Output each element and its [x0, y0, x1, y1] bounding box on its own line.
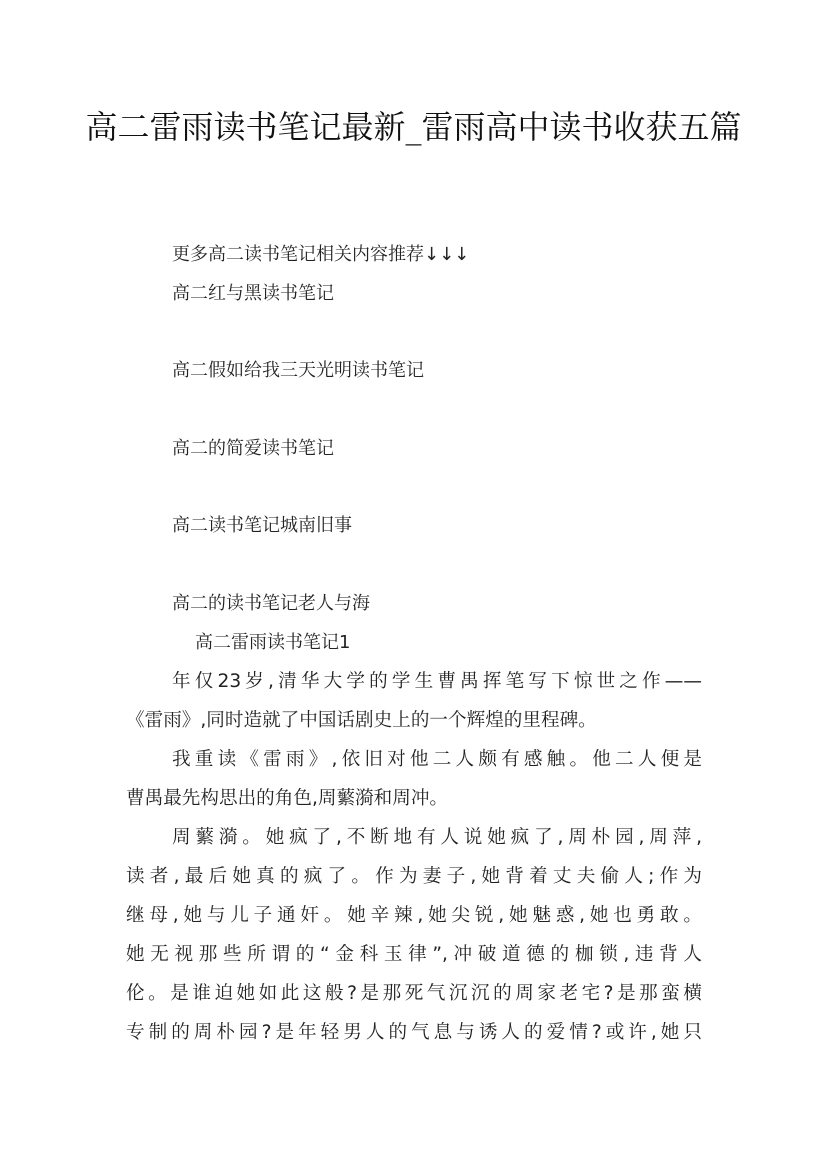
body-line-6: 读者,最后她真的疯了。作为妻子,她背着丈夫偷人;作为 [126, 866, 702, 887]
recommendation-intro: 更多高二读书笔记相关内容推荐↓↓↓ [172, 244, 470, 265]
document-title: 高二雷雨读书笔记最新_雷雨高中读书收获五篇 [85, 108, 742, 146]
body-line-2: 《雷雨》,同时造就了中国话剧史上的一个辉煌的里程碑。 [126, 710, 597, 731]
body-line-10: 专制的周朴园?是年轻男人的气息与诱人的爱情?或许,她只 [126, 1022, 702, 1043]
body-line-8: 她无视那些所谓的“金科玉律”,冲破道德的枷锁,违背人 [126, 944, 702, 965]
body-line-4: 曹禺最先构思出的角色,周蘩漪和周冲。 [126, 788, 449, 809]
body-line-5: 周蘩漪。她疯了,不断地有人说她疯了,周朴园,周萍, [172, 827, 702, 848]
body-line-1: 年仅23岁,清华大学的学生曹禺挥笔写下惊世之作—— [172, 671, 702, 692]
section-heading: 高二雷雨读书笔记1 [195, 632, 351, 653]
body-line-7: 继母,她与儿子通奸。她辛辣,她尖锐,她魅惑,她也勇敢。 [126, 905, 702, 926]
recommendation-link-3[interactable]: 高二的简爱读书笔记 [172, 438, 334, 459]
recommendation-link-4[interactable]: 高二读书笔记城南旧事 [172, 515, 352, 536]
recommendation-link-1[interactable]: 高二红与黑读书笔记 [172, 283, 334, 304]
body-line-9: 伦。是谁迫她如此这般?是那死气沉沉的周家老宅?是那蛮横 [126, 983, 702, 1004]
recommendation-link-5[interactable]: 高二的读书笔记老人与海 [172, 593, 370, 614]
recommendation-link-2[interactable]: 高二假如给我三天光明读书笔记 [172, 360, 424, 381]
body-line-3: 我重读《雷雨》,依旧对他二人颇有感触。他二人便是 [172, 749, 702, 770]
